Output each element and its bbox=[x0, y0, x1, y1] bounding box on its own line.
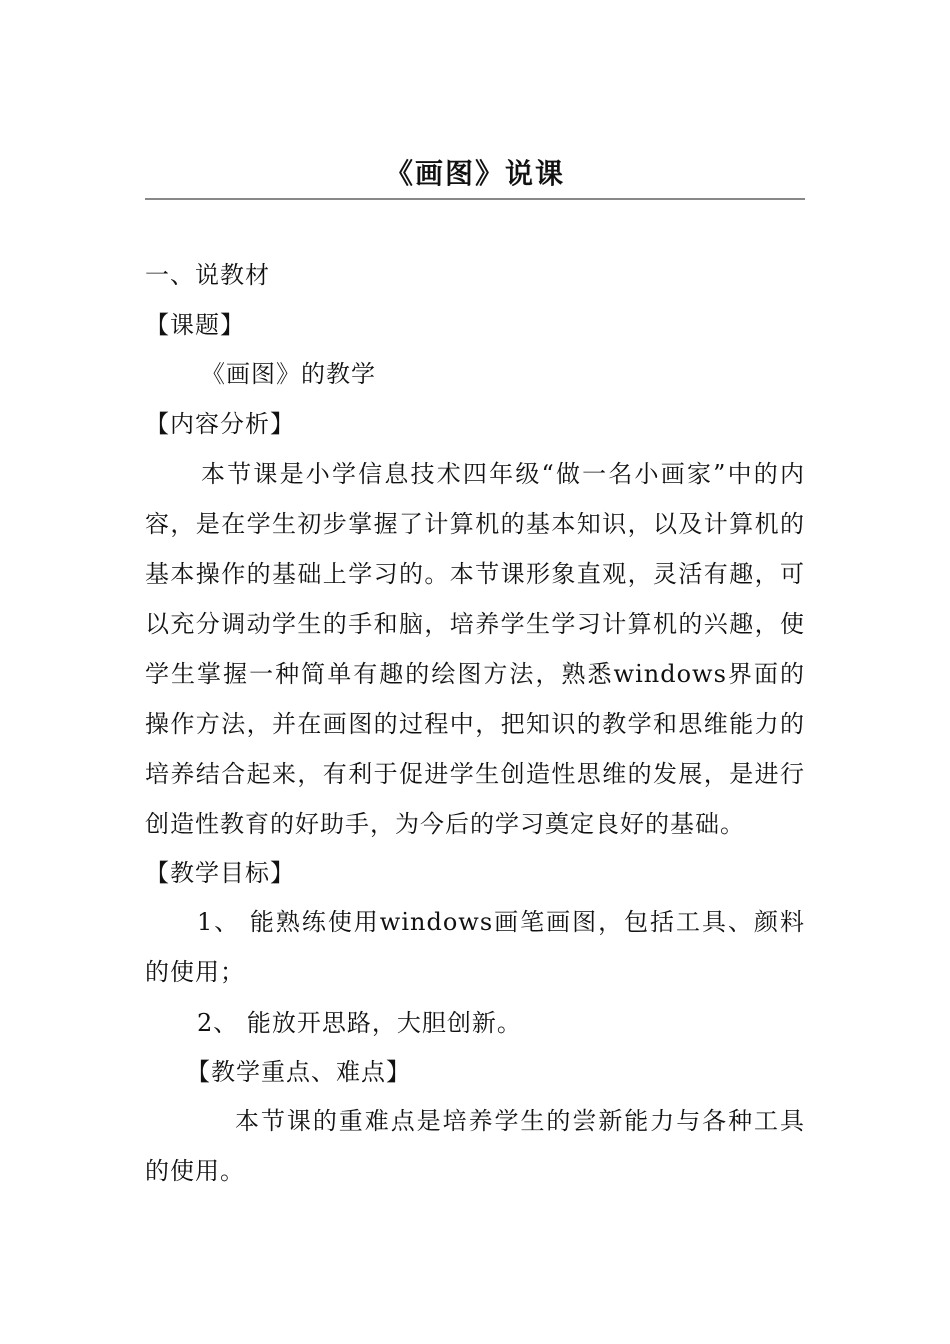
goal-item-1: 1、 能熟练使用windows画笔画图，包括工具、颜料的使用； bbox=[145, 908, 805, 986]
title-underline bbox=[145, 198, 805, 200]
analysis-label: 【内容分析】 bbox=[145, 410, 295, 438]
topic-label: 【课题】 bbox=[145, 311, 245, 339]
goal-item-2: 2、 能放开思路，大胆创新。 bbox=[197, 1009, 522, 1037]
key-points-paragraph: 本节课的重难点是培养学生的尝新能力与各种工具的使用。 bbox=[145, 1107, 805, 1185]
topic-text: 《画图》的教学 bbox=[201, 360, 376, 388]
goals-label: 【教学目标】 bbox=[145, 859, 295, 887]
document-title: 《画图》说课 bbox=[384, 157, 565, 190]
section-heading: 一、说教材 bbox=[145, 261, 270, 289]
key-points-label: 【教学重点、难点】 bbox=[186, 1058, 411, 1086]
analysis-paragraph: 本节课是小学信息技术四年级“做一名小画家”中的内容，是在学生初步掌握了计算机的基本知识，以及计算机的基本操作的基础上学习的。本节课形象直观，灵活有趣，可以充分调动学生的手和脑，培养学生学习计算机的兴趣，使学生掌握一种简单有趣的绘图方法，熟悉windows界面的操作方法，并在画图的过程中，把知识的教学和思维能力的培养结合起来，有利于促进学生创造性思维的发展，是进行创造性教育的好助手，为今后的学习奠定良好的基础。 bbox=[145, 460, 805, 838]
